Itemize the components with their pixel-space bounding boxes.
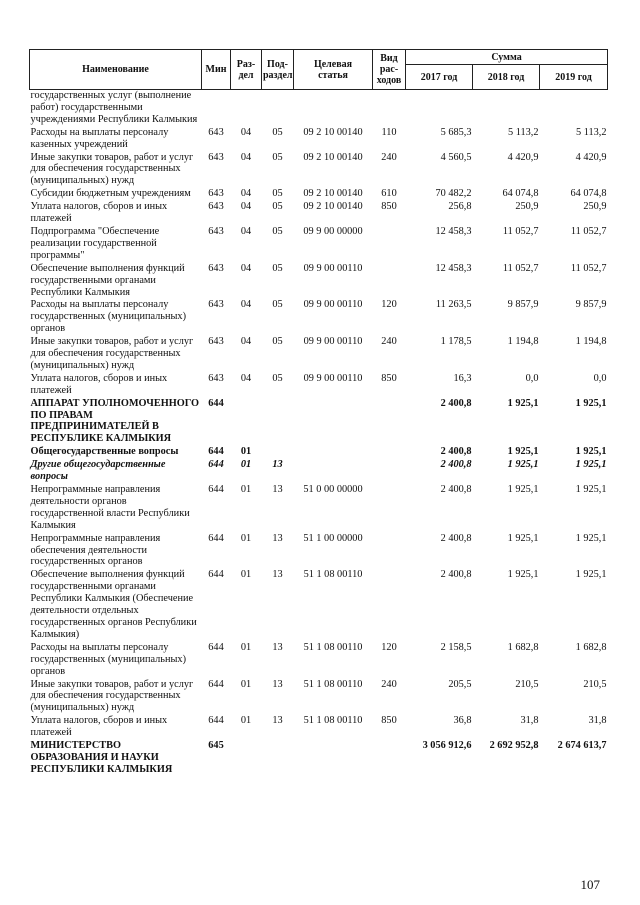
table-row: [30, 225, 608, 262]
row-min: 643: [208, 299, 224, 311]
row-vid: 240: [381, 336, 397, 348]
table-body: [30, 90, 608, 776]
row-sum-2019: 31,8: [588, 715, 607, 727]
table-row: [30, 445, 608, 458]
row-min: 644: [208, 397, 224, 409]
row-target: 09 2 10 00140: [303, 151, 363, 163]
row-name: Непрограммные направления деятельности органов государственной власти Республики Калмыкия: [30, 484, 190, 531]
row-sum-2017: 12 458,3: [435, 225, 472, 237]
row-name: Уплата налогов, сборов и иных платежей: [30, 372, 168, 396]
row-vid: 850: [381, 715, 397, 727]
row-min: 644: [208, 459, 224, 471]
row-sum-2017: 4 560,5: [440, 151, 472, 163]
row-razdel: 01: [240, 715, 252, 727]
row-min: 645: [208, 740, 224, 752]
row-sum-2018: 1 682,8: [507, 641, 539, 653]
row-sum-2017: 11 263,5: [435, 299, 472, 311]
row-target: 51 1 00 00000: [303, 532, 363, 544]
row-name: Уплата налогов, сборов и иных платежей: [30, 201, 168, 225]
table-row: [30, 335, 608, 372]
row-name: государственных услуг (выполнение работ) государственными учреждениями Республики Калмыкия: [30, 90, 198, 125]
row-razdel: 01: [240, 532, 252, 544]
row-sum-2018: 11 052,7: [502, 262, 539, 274]
row-podrazdel: 13: [272, 678, 283, 690]
row-min: 644: [208, 446, 224, 458]
row-razdel: 01: [240, 484, 252, 495]
row-name: Подпрограмма "Обеспечение реализации государственной программы": [30, 225, 160, 261]
row-razdel: [231, 739, 262, 776]
row-sum-2019: 210,5: [583, 678, 607, 690]
table-row: [30, 298, 608, 335]
table-row: [30, 568, 608, 640]
row-sum-2019: 250,9: [583, 201, 607, 213]
row-name: Расходы на выплаты персоналу государственных (муниципальных) органов: [30, 641, 187, 677]
row-podrazdel: 05: [272, 188, 283, 200]
row-sum-2019: 1 925,1: [575, 397, 607, 409]
row-min: 643: [208, 188, 224, 200]
row-sum-2017: 2 400,8: [440, 569, 472, 581]
row-vid: [373, 532, 406, 569]
row-razdel: 04: [240, 188, 252, 200]
row-target: 09 2 10 00140: [303, 201, 363, 213]
row-sum-2018: 250,9: [515, 201, 539, 213]
header-podrazdel: Под- раздел: [262, 50, 294, 90]
row-sum-2017: 2 400,8: [440, 446, 472, 458]
row-name: МИНИСТЕРСТВО ОБРАЗОВАНИЯ И НАУКИ РЕСПУБЛИКИ КАЛМЫКИЯ: [30, 740, 173, 775]
row-name: Иные закупки товаров, работ и услуг для обеспечения государственных (муниципальных) нужд: [30, 151, 194, 187]
row-sum-2017: 2 400,8: [440, 532, 472, 544]
budget-table: [29, 49, 608, 776]
row-name: Иные закупки товаров, работ и услуг для обеспечения государственных (муниципальных) нужд: [30, 678, 194, 714]
row-sum-2019: 1 925,1: [575, 484, 607, 495]
row-min: [202, 90, 231, 126]
row-razdel: 01: [240, 459, 252, 471]
row-sum-2017: 256,8: [448, 201, 472, 213]
row-sum-2019: 9 857,9: [575, 299, 607, 311]
row-name: Субсидии бюджетным учреждениям: [30, 188, 191, 200]
header-2018: 2018 год: [473, 65, 540, 90]
row-sum-2019: 1 925,1: [575, 446, 607, 458]
row-vid: [373, 458, 406, 483]
row-sum-2019: 2 674 613,7: [557, 740, 607, 752]
row-sum-2018: 4 420,9: [507, 151, 539, 163]
row-name: Уплата налогов, сборов и иных платежей: [30, 715, 168, 739]
row-vid: 240: [381, 678, 397, 690]
row-podrazdel: 05: [272, 201, 283, 213]
row-vid: 610: [381, 188, 397, 200]
table-row: [30, 187, 608, 200]
row-sum-2017: 2 400,8: [440, 484, 472, 495]
row-sum-2017: 2 400,8: [440, 459, 472, 471]
row-sum-2017: 2 400,8: [440, 397, 472, 409]
row-sum-2017: 3 056 912,6: [422, 740, 472, 752]
table-row: [30, 641, 608, 678]
table-row: [30, 200, 608, 225]
row-sum-2018: 11 052,7: [502, 225, 539, 237]
header-2019: 2019 год: [540, 65, 608, 90]
row-target: 51 1 08 00110: [303, 678, 363, 690]
table-row: [30, 372, 608, 397]
row-podrazdel: [262, 739, 294, 776]
row-name: Обеспечение выполнения функций государственными органами Республики Калмыкия: [30, 262, 185, 298]
row-vid: [373, 90, 406, 126]
row-sum-2019: 4 420,9: [575, 151, 607, 163]
table-row: [30, 458, 608, 483]
row-podrazdel: 05: [272, 126, 283, 138]
row-sum-2019: 1 682,8: [575, 641, 607, 653]
row-razdel: [231, 397, 262, 446]
row-sum-2018: [473, 90, 540, 126]
row-sum-2019: 1 194,8: [575, 336, 607, 348]
row-min: 643: [208, 262, 224, 274]
row-sum-2019: 11 052,7: [570, 262, 607, 274]
row-min: 643: [208, 151, 224, 163]
row-min: 644: [208, 484, 224, 495]
row-razdel: 04: [240, 336, 252, 348]
row-target: 51 1 08 00110: [303, 641, 363, 653]
row-razdel: 04: [240, 372, 252, 384]
row-sum-2018: 1 925,1: [507, 397, 539, 409]
row-razdel: [231, 90, 262, 126]
row-target: 09 2 10 00140: [303, 188, 363, 200]
row-sum-2019: 64 074,8: [570, 188, 607, 200]
row-sum-2017: 205,5: [448, 678, 472, 690]
row-sum-2019: 1 925,1: [575, 569, 607, 581]
table-row: [30, 714, 608, 739]
row-target: 51 0 00 00000: [303, 484, 363, 495]
row-sum-2018: 5 113,2: [507, 126, 539, 138]
row-target: [294, 458, 373, 483]
row-podrazdel: [262, 445, 294, 458]
row-vid: [373, 225, 406, 262]
row-min: 643: [208, 201, 224, 213]
row-target: 09 9 00 00110: [303, 299, 363, 311]
row-target: 51 1 08 00110: [303, 569, 363, 581]
row-vid: [373, 262, 406, 299]
row-min: 644: [208, 715, 224, 727]
header-vid: Вид рас- ходов: [373, 50, 406, 90]
row-sum-2018: 1 194,8: [507, 336, 539, 348]
header-razdel: Раз- дел: [231, 50, 262, 90]
row-target: [294, 397, 373, 446]
row-podrazdel: 13: [272, 484, 283, 495]
row-razdel: 04: [240, 201, 252, 213]
row-min: 643: [208, 225, 224, 237]
row-podrazdel: 13: [272, 641, 283, 653]
row-target: 51 1 08 00110: [303, 715, 363, 727]
row-sum-2018: 64 074,8: [502, 188, 539, 200]
table-row: [30, 678, 608, 715]
row-razdel: 01: [240, 641, 252, 653]
row-sum-2018: 1 925,1: [507, 484, 539, 495]
header-min: Мин: [202, 50, 231, 90]
row-name: Обеспечение выполнения функций государственными органами Республики Калмыкия (Обеспечение деятельности отдельных государственных органов Республики Калмыкия): [30, 569, 197, 640]
row-target: 09 9 00 00000: [303, 225, 363, 237]
row-target: 09 9 00 00110: [303, 262, 363, 274]
header-sum: Сумма: [406, 50, 608, 65]
row-sum-2018: 31,8: [520, 715, 539, 727]
row-razdel: 04: [240, 225, 252, 237]
row-min: 644: [208, 641, 224, 653]
row-target: [294, 445, 373, 458]
row-podrazdel: 05: [272, 299, 283, 311]
row-podrazdel: 05: [272, 151, 283, 163]
row-razdel: 04: [240, 299, 252, 311]
row-podrazdel: 13: [272, 459, 283, 471]
row-sum-2017: 12 458,3: [435, 262, 472, 274]
row-target: 09 9 00 00110: [303, 372, 363, 384]
row-name: АППАРАТ УПОЛНОМОЧЕННОГО ПО ПРАВАМ ПРЕДПРИНИМАТЕЛЕЙ В РЕСПУБЛИКЕ КАЛМЫКИЯ: [30, 397, 200, 445]
row-min: 644: [208, 678, 224, 690]
row-name: Непрограммные направления обеспечения деятельности государственных органов: [30, 532, 161, 568]
row-min: 644: [208, 532, 224, 544]
row-vid: [373, 568, 406, 640]
row-podrazdel: 05: [272, 336, 283, 348]
row-name: Расходы на выплаты персоналу государственных (муниципальных) органов: [30, 299, 187, 335]
table-header: [30, 50, 608, 90]
table-row: [30, 151, 608, 188]
row-razdel: 01: [240, 569, 252, 581]
row-sum-2019: 5 113,2: [576, 126, 607, 138]
row-sum-2017: 1 178,5: [440, 336, 472, 348]
row-vid: 240: [381, 151, 397, 163]
row-sum-2018: 9 857,9: [507, 299, 539, 311]
row-min: 644: [208, 569, 224, 581]
table-row: [30, 126, 608, 151]
header-2017: 2017 год: [406, 65, 473, 90]
row-min: 643: [208, 372, 224, 384]
header-target: Целевая статья: [294, 50, 373, 90]
row-sum-2017: 36,8: [453, 715, 472, 727]
row-sum-2018: 0,0: [525, 372, 539, 384]
row-vid: 850: [381, 372, 397, 384]
row-razdel: 04: [240, 262, 252, 274]
table-row: [30, 262, 608, 299]
row-vid: [373, 397, 406, 446]
table-row: [30, 739, 608, 776]
row-sum-2019: 1 925,1: [575, 459, 607, 471]
row-sum-2019: [540, 90, 608, 126]
row-razdel: 04: [240, 126, 252, 138]
row-vid: [373, 483, 406, 532]
row-vid: 120: [381, 299, 397, 311]
row-sum-2018: 1 925,1: [507, 532, 539, 544]
header-name: Наименование: [30, 50, 202, 90]
table-row: [30, 90, 608, 126]
row-sum-2018: 2 692 952,8: [489, 740, 539, 752]
row-podrazdel: 05: [272, 225, 283, 237]
row-podrazdel: [262, 90, 294, 126]
row-razdel: 01: [240, 678, 252, 690]
table-row: [30, 397, 608, 446]
row-sum-2019: 0,0: [593, 372, 607, 384]
row-sum-2017: 70 482,2: [435, 188, 472, 200]
row-sum-2017: [406, 90, 473, 126]
row-name: Расходы на выплаты персоналу казенных учреждений: [30, 126, 169, 150]
row-target: [294, 739, 373, 776]
row-sum-2017: 5 685,3: [440, 126, 472, 138]
row-vid: 110: [381, 126, 397, 138]
row-name: Другие общегосударственные вопросы: [30, 459, 166, 483]
row-sum-2018: 1 925,1: [507, 569, 539, 581]
row-vid: 120: [381, 641, 397, 653]
row-vid: 850: [381, 201, 397, 213]
row-vid: [373, 445, 406, 458]
row-min: 643: [208, 126, 224, 138]
row-min: 643: [208, 336, 224, 348]
row-name: Иные закупки товаров, работ и услуг для обеспечения государственных (муниципальных) нужд: [30, 336, 194, 371]
row-name: Общегосударственные вопросы: [30, 446, 179, 458]
row-sum-2019: 1 925,1: [575, 532, 607, 544]
row-podrazdel: 13: [272, 532, 283, 544]
row-target: 09 2 10 00140: [303, 126, 363, 138]
row-podrazdel: 13: [272, 569, 283, 581]
row-sum-2017: 16,3: [453, 372, 472, 384]
row-target: 09 9 00 00110: [303, 336, 363, 348]
row-podrazdel: 13: [272, 715, 283, 727]
row-sum-2018: 210,5: [515, 678, 539, 690]
table-row: [30, 483, 608, 532]
row-target: [294, 90, 373, 126]
row-podrazdel: [262, 397, 294, 446]
row-vid: [373, 739, 406, 776]
row-sum-2018: 1 925,1: [507, 459, 539, 471]
row-razdel: 04: [240, 151, 252, 163]
row-podrazdel: 05: [272, 372, 283, 384]
table-row: [30, 532, 608, 569]
page-number: 107: [580, 877, 600, 892]
row-sum-2017: 2 158,5: [440, 641, 472, 653]
row-podrazdel: 05: [272, 262, 283, 274]
row-sum-2018: 1 925,1: [507, 446, 539, 458]
row-razdel: 01: [240, 446, 252, 458]
row-sum-2019: 11 052,7: [570, 225, 607, 237]
